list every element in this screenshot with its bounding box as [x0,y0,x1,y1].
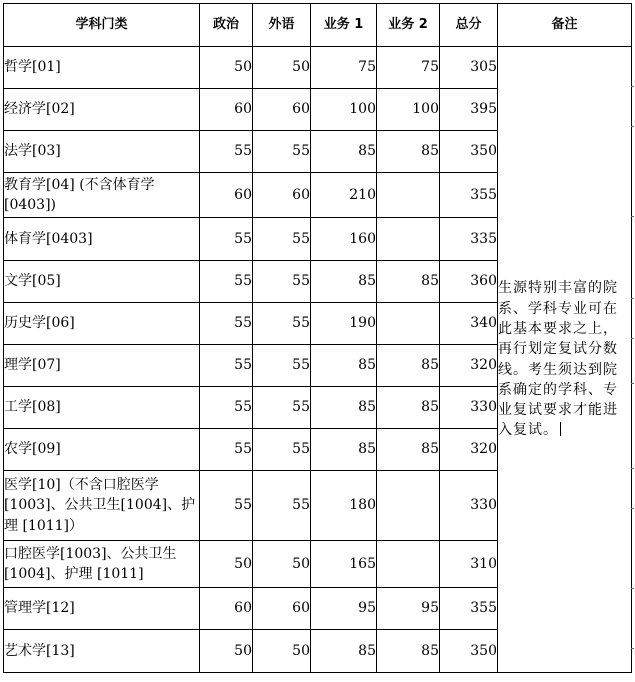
score-table [3,3,632,673]
total-cell: 305 [440,47,498,89]
foreign-language-cell: 55 [253,131,311,173]
total-cell: 360 [440,261,498,303]
subject-cell: 农学[09] [4,429,200,471]
subject-cell: 教育学[04] (不含体育学[0403]) [4,173,200,218]
foreign-language-cell: 60 [253,89,311,131]
major1-cell: 210 [311,173,377,218]
foreign-language-cell: 60 [253,173,311,218]
header-total: 总分 [440,4,498,47]
major2-cell: 85 [377,345,440,387]
foreign-language-cell: 50 [253,630,311,673]
major1-cell: 180 [311,471,377,541]
major1-cell: 100 [311,89,377,131]
politics-cell: 55 [200,261,253,303]
header-major2: 业务 2 [377,4,440,47]
politics-cell: 55 [200,429,253,471]
major2-cell: 100 [377,89,440,131]
major2-cell: 75 [377,47,440,89]
politics-cell: 60 [200,588,253,630]
subject-cell: 医学[10]（不含口腔医学[1003]、公共卫生[1004]、护理 [1011]） [4,471,200,541]
total-cell: 350 [440,630,498,673]
edge-marks [630,48,635,668]
politics-cell: 50 [200,47,253,89]
major2-cell: 85 [377,387,440,429]
foreign-language-cell: 55 [253,218,311,261]
header-subject: 学科门类 [4,4,200,47]
politics-cell: 55 [200,387,253,429]
major1-cell: 85 [311,429,377,471]
politics-cell: 50 [200,541,253,588]
total-cell: 340 [440,303,498,345]
foreign-language-cell: 55 [253,471,311,541]
major1-cell: 85 [311,131,377,173]
header-politics: 政治 [200,4,253,47]
total-cell: 355 [440,588,498,630]
major1-cell: 95 [311,588,377,630]
foreign-language-cell: 55 [253,303,311,345]
table-row [4,47,632,89]
politics-cell: 55 [200,471,253,541]
text-cursor [560,422,561,436]
major1-cell: 85 [311,387,377,429]
remarks-text: 生源特别丰富的院系、学科专业可在此基本要求之上，再行划定复试分数线。考生须达到院系确定的学科、专业复试要求才能进入复试。 [498,280,618,439]
subject-cell: 理学[07] [4,345,200,387]
major2-cell: 85 [377,630,440,673]
major1-cell: 190 [311,303,377,345]
politics-cell: 50 [200,630,253,673]
subject-cell: 口腔医学[1003]、公共卫生 [1004]、护理 [1011] [4,541,200,588]
major2-cell [377,173,440,218]
foreign-language-cell: 55 [253,345,311,387]
total-cell: 355 [440,173,498,218]
total-cell: 330 [440,471,498,541]
foreign-language-cell: 50 [253,47,311,89]
total-cell: 320 [440,345,498,387]
major2-cell [377,541,440,588]
total-cell: 310 [440,541,498,588]
major2-cell [377,471,440,541]
major1-cell: 85 [311,630,377,673]
major1-cell: 85 [311,345,377,387]
total-cell: 330 [440,387,498,429]
subject-cell: 经济学[02] [4,89,200,131]
major1-cell: 160 [311,218,377,261]
total-cell: 395 [440,89,498,131]
politics-cell: 55 [200,131,253,173]
subject-cell: 管理学[12] [4,588,200,630]
header-major1: 业务 1 [311,4,377,47]
major2-cell [377,303,440,345]
foreign-language-cell: 55 [253,261,311,303]
major2-cell: 85 [377,429,440,471]
major1-cell: 75 [311,47,377,89]
subject-cell: 法学[03] [4,131,200,173]
header-row [4,4,632,47]
major2-cell: 85 [377,131,440,173]
subject-cell: 工学[08] [4,387,200,429]
header-foreign-language: 外语 [253,4,311,47]
foreign-language-cell: 50 [253,541,311,588]
subject-cell: 哲学[01] [4,47,200,89]
subject-cell: 历史学[06] [4,303,200,345]
total-cell: 335 [440,218,498,261]
major2-cell [377,218,440,261]
major2-cell: 95 [377,588,440,630]
subject-cell: 体育学[0403] [4,218,200,261]
foreign-language-cell: 55 [253,429,311,471]
politics-cell: 55 [200,345,253,387]
politics-cell: 55 [200,218,253,261]
total-cell: 350 [440,131,498,173]
foreign-language-cell: 60 [253,588,311,630]
header-remarks: 备注 [498,4,632,47]
total-cell: 320 [440,429,498,471]
subject-cell: 文学[05] [4,261,200,303]
major1-cell: 85 [311,261,377,303]
subject-cell: 艺术学[13] [4,630,200,673]
politics-cell: 60 [200,173,253,218]
politics-cell: 55 [200,303,253,345]
remarks-cell [498,47,632,673]
major1-cell: 165 [311,541,377,588]
foreign-language-cell: 55 [253,387,311,429]
major2-cell: 85 [377,261,440,303]
politics-cell: 60 [200,89,253,131]
